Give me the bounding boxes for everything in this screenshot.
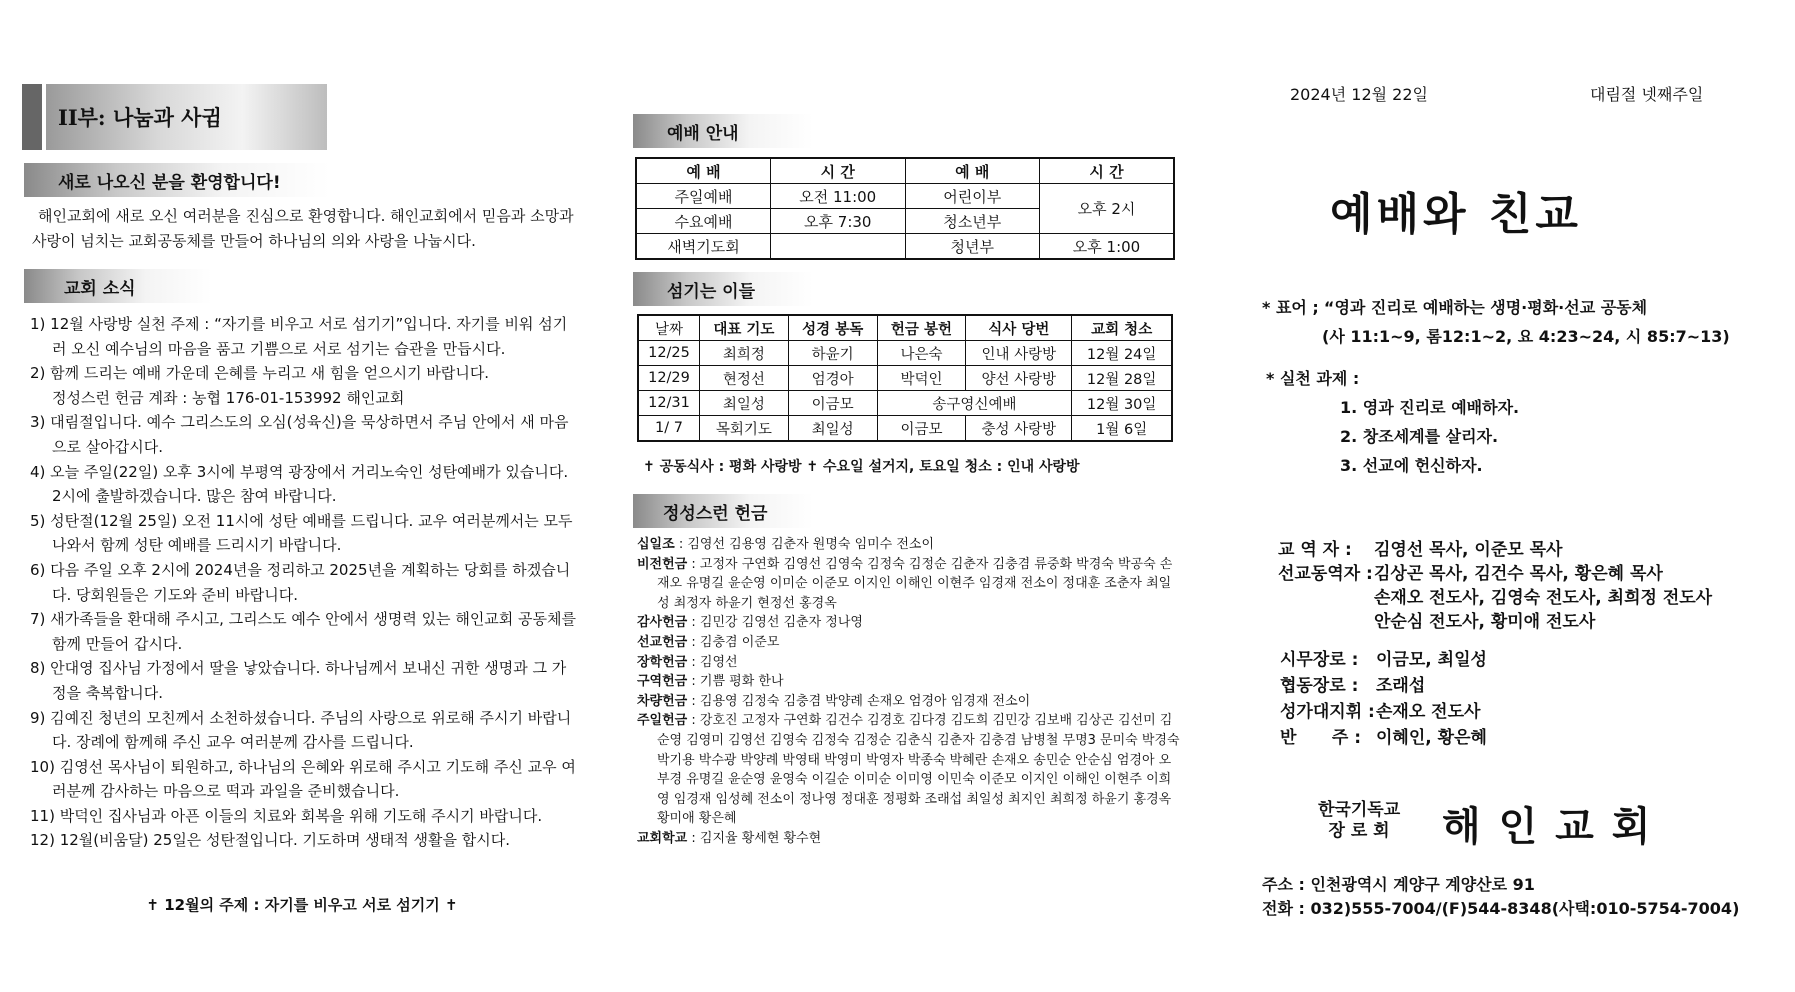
welcome-text: 해인교회에 새로 오신 여러분을 진심으로 환영합니다. 해인교회에서 믿음과 소망과 사랑이 넘치는 교회공동체를 만들어 하나님의 의와 사랑을 나눕시다.: [32, 207, 574, 250]
staff-block: [1278, 538, 1778, 634]
news-item: 11) 박덕인 집사님과 아픈 이들의 치료와 회복을 위해 기도해 주시기 바랍니다.: [30, 806, 543, 825]
bulletin-title: 예배와 친교: [1330, 189, 1582, 240]
staff-row: 시무장로 : 이금모, 최일성: [1280, 650, 1487, 670]
task-item: 3. 선교에 헌신하자.: [1340, 456, 1483, 475]
section-title-block: [22, 84, 327, 150]
table-header: 예 배: [905, 158, 1040, 184]
motto-block: [1262, 293, 1782, 351]
address: 주소 : 인천광역시 계양구 계양산로 91: [1262, 875, 1535, 894]
news-item: 12) 12월(비움달) 25일은 성탄절입니다. 기도하며 생태적 생활을 합시다.: [30, 831, 510, 850]
offering-row: 구역헌금 : 기쁨 평화 한나: [637, 674, 784, 690]
news-item: 10) 김영선 목사님이 퇴원하고, 하나님의 은혜와 위로해 주시고 기도해 주신 교우 여러분께 감사하는 마음으로 떡과 과일을 준비했습니다.: [30, 757, 576, 801]
staff-row: 안순심 전도사, 황미애 전도사: [1374, 612, 1596, 632]
offering-row: 주일헌금 : 강호진 고정자 구연화 김건수 김경호 김다경 김도희 김민강 김보배 김상곤 김선미 김순영 김영미 김영선 김영숙 김정숙 김정순 김춘식 김춘자 김충겸 남병철 무명3 문미숙 박경숙 박기용 박수광 박양례 박영태 박영미 박영자 박종숙 박혜란 손재오 송민순 안순심 엄경아 오부경 유명길 윤순영 윤영숙 이길순 이미순 이미영 이민숙 이준모 이지인 이해인 이현주 이희영 임경재 임성혜 전소이 정나영 정대훈 정평화 조래섭 최일성 최지인 최희정 하윤기 홍경옥 황미애 황은혜: [637, 713, 1180, 827]
table-header: 시 간: [771, 158, 906, 184]
church-name: 해 인 교 회: [1442, 804, 1653, 850]
news-list: [22, 312, 580, 853]
news-header: 교회 소식: [24, 269, 212, 303]
liturgical-season: 대림절 넷째주일: [1590, 85, 1704, 104]
table-row: 주일예배 오전 11:00 어린이부 오후 2시: [636, 184, 1174, 209]
offering-row: 차량헌금 : 김용영 김정숙 김충겸 박양례 손재오 엄경아 임경재 전소이: [637, 693, 1031, 709]
servers-header: 섬기는 이들: [633, 272, 813, 306]
table-row: 12/29 현정선 엄경아 박덕인 양선 사랑방 12월 28일: [638, 366, 1172, 391]
staff-row: 교 역 자 : 김영선 목사, 이준모 목사: [1278, 540, 1563, 560]
table-row: 12/31 최일성 이금모 송구영신예배 12월 30일: [638, 391, 1172, 416]
offering-row: 감사헌금 : 김민강 김영선 김춘자 정나영: [637, 615, 863, 631]
offering-list: [637, 535, 1182, 849]
table-header: 시 간: [1040, 158, 1175, 184]
section-title: II부: 나눔과 사귐: [58, 105, 222, 130]
welcome-header: 새로 나오신 분을 환영합니다!: [24, 163, 330, 197]
table-row: 새벽기도회 청년부 오후 1:00: [636, 234, 1174, 260]
news-item: 1) 12월 사랑방 실천 주제 : “자기를 비우고 서로 섬기기”입니다. 자기를 비워 섬기러 오신 예수님의 마음을 품고 기쁨으로 서로 섬기는 습관을 만듭시다.: [30, 315, 568, 358]
offering-row: 십일조 : 김영선 김용영 김춘자 원명숙 임미수 전소이: [637, 537, 935, 552]
staff-row: 반 주 : 이혜인, 황은혜: [1280, 728, 1487, 748]
offering-row: 교회학교 : 김지율 황세현 황수현: [637, 830, 822, 846]
offering-row: 장학헌금 : 김영선: [637, 654, 738, 670]
servers-note: ✝ 공동식사 : 평화 사랑방 ✝ 수요일 설거지, 토요일 청소 : 인내 사랑방: [643, 459, 1080, 475]
staff-row: 성가대지휘 : 손재오 전도사: [1280, 702, 1481, 722]
tasks-block: [1266, 364, 1746, 480]
news-item: 2) 함께 드리는 예배 가운데 은혜를 누리고 새 힘을 얻으시기 바랍니다.: [30, 364, 490, 383]
staff-row: 손재오 전도사, 김영숙 전도사, 최희정 전도사: [1374, 588, 1713, 608]
worship-header: 예배 안내: [633, 114, 813, 148]
motto-line: * 표어 ; “영과 진리로 예배하는 생명·평화·선교 공동체: [1262, 298, 1648, 317]
table-row: 12/25 최희정 하윤기 나은숙 인내 사랑방 12월 24일: [638, 341, 1172, 366]
news-item: 8) 안대영 집사님 가정에서 딸을 낳았습니다. 하나님께서 보내신 귀한 생명과 그 가정을 축복합니다.: [30, 659, 567, 702]
news-item: 7) 새가족들을 환대해 주시고, 그리스도 예수 안에서 생명력 있는 해인교회 공동체를 함께 만들어 갑시다.: [30, 610, 577, 653]
elders-block: [1280, 647, 1760, 751]
news-item: 6) 다음 주일 오후 2시에 2024년을 정리하고 2025년을 계획하는 당회를 하겠습니다. 당회원들은 기도와 준비 바랍니다.: [30, 560, 571, 604]
news-item: 9) 김예진 청년의 모친께서 소천하셨습니다. 주님의 사랑으로 위로해 주시기 바랍니다. 장례에 함께해 주신 교우 여러분께 감사를 드립니다.: [30, 708, 572, 752]
table-row: 1/ 7 목회기도 최일성 이금모 충성 사랑방 1월 6일: [638, 416, 1172, 442]
table-row: [636, 158, 1174, 184]
offering-row: 비전헌금 : 고정자 구연화 김영선 김영숙 김정숙 김정순 김춘자 김충겸 류중화 박경숙 박공숙 손재오 유명길 윤순영 이미순 이준모 이지인 이해인 이현주 임경재 전소이 정대훈 조춘자 최일성 최정자 하윤기 현정선 홍경옥: [637, 556, 1173, 611]
task-item: 2. 창조세계를 살리자.: [1340, 427, 1499, 446]
news-item: 3) 대림절입니다. 예수 그리스도의 오심(성육신)을 묵상하면서 주님 안에서 새 마음으로 살아갑시다.: [30, 413, 569, 456]
section-title-bar: [46, 84, 327, 150]
tasks-label: * 실천 과제 :: [1266, 369, 1360, 388]
offering-row: 선교헌금 : 김충겸 이준모: [637, 634, 780, 650]
offering-header: 정성스런 헌금: [633, 494, 813, 528]
staff-row: 선교동역자 : 김상곤 목사, 김건수 목사, 황은혜 목사: [1278, 564, 1663, 584]
motto-refs: (사 11:1~9, 롬12:1~2, 요 4:23~24, 시 85:7~13): [1322, 327, 1730, 346]
table-header: 예 배: [636, 158, 771, 184]
staff-row: 협동장로 : 조래섭: [1280, 676, 1426, 696]
table-row: 날짜 대표 기도 성경 봉독 헌금 봉헌 식사 당번 교회 청소: [638, 315, 1172, 341]
table-row: 수요예배 오후 7:30 청소년부: [636, 209, 1174, 234]
phone: 전화 : 032)555-7004/(F)544-8348(사택:010-5754-7004): [1262, 899, 1740, 918]
task-item: 1. 영과 진리로 예배하자.: [1340, 398, 1520, 417]
servers-table: [637, 314, 1173, 442]
news-item: 5) 성탄절(12월 25일) 오전 11시에 성탄 예배를 드립니다. 교우 여러분께서는 모두 나와서 함께 성탄 예배를 드리시기 바랍니다.: [30, 511, 573, 555]
section-title-accent: [22, 84, 42, 150]
news-item: 4) 오늘 주일(22일) 오후 3시에 부평역 광장에서 거리노숙인 성탄예배가 있습니다. 2시에 출발하겠습니다. 많은 참여 바랍니다.: [30, 462, 569, 506]
worship-table: [635, 157, 1175, 260]
denomination: 한국기독교 장 로 회: [1318, 800, 1401, 841]
monthly-theme-footer: ✝ 12월의 주제 : 자기를 비우고 서로 섬기기 ✝: [146, 896, 458, 914]
bulletin-date: 2024년 12월 22일: [1290, 85, 1428, 104]
news-item: 정성스런 헌금 계좌 : 농협 176-01-153992 해인교회: [52, 388, 405, 407]
